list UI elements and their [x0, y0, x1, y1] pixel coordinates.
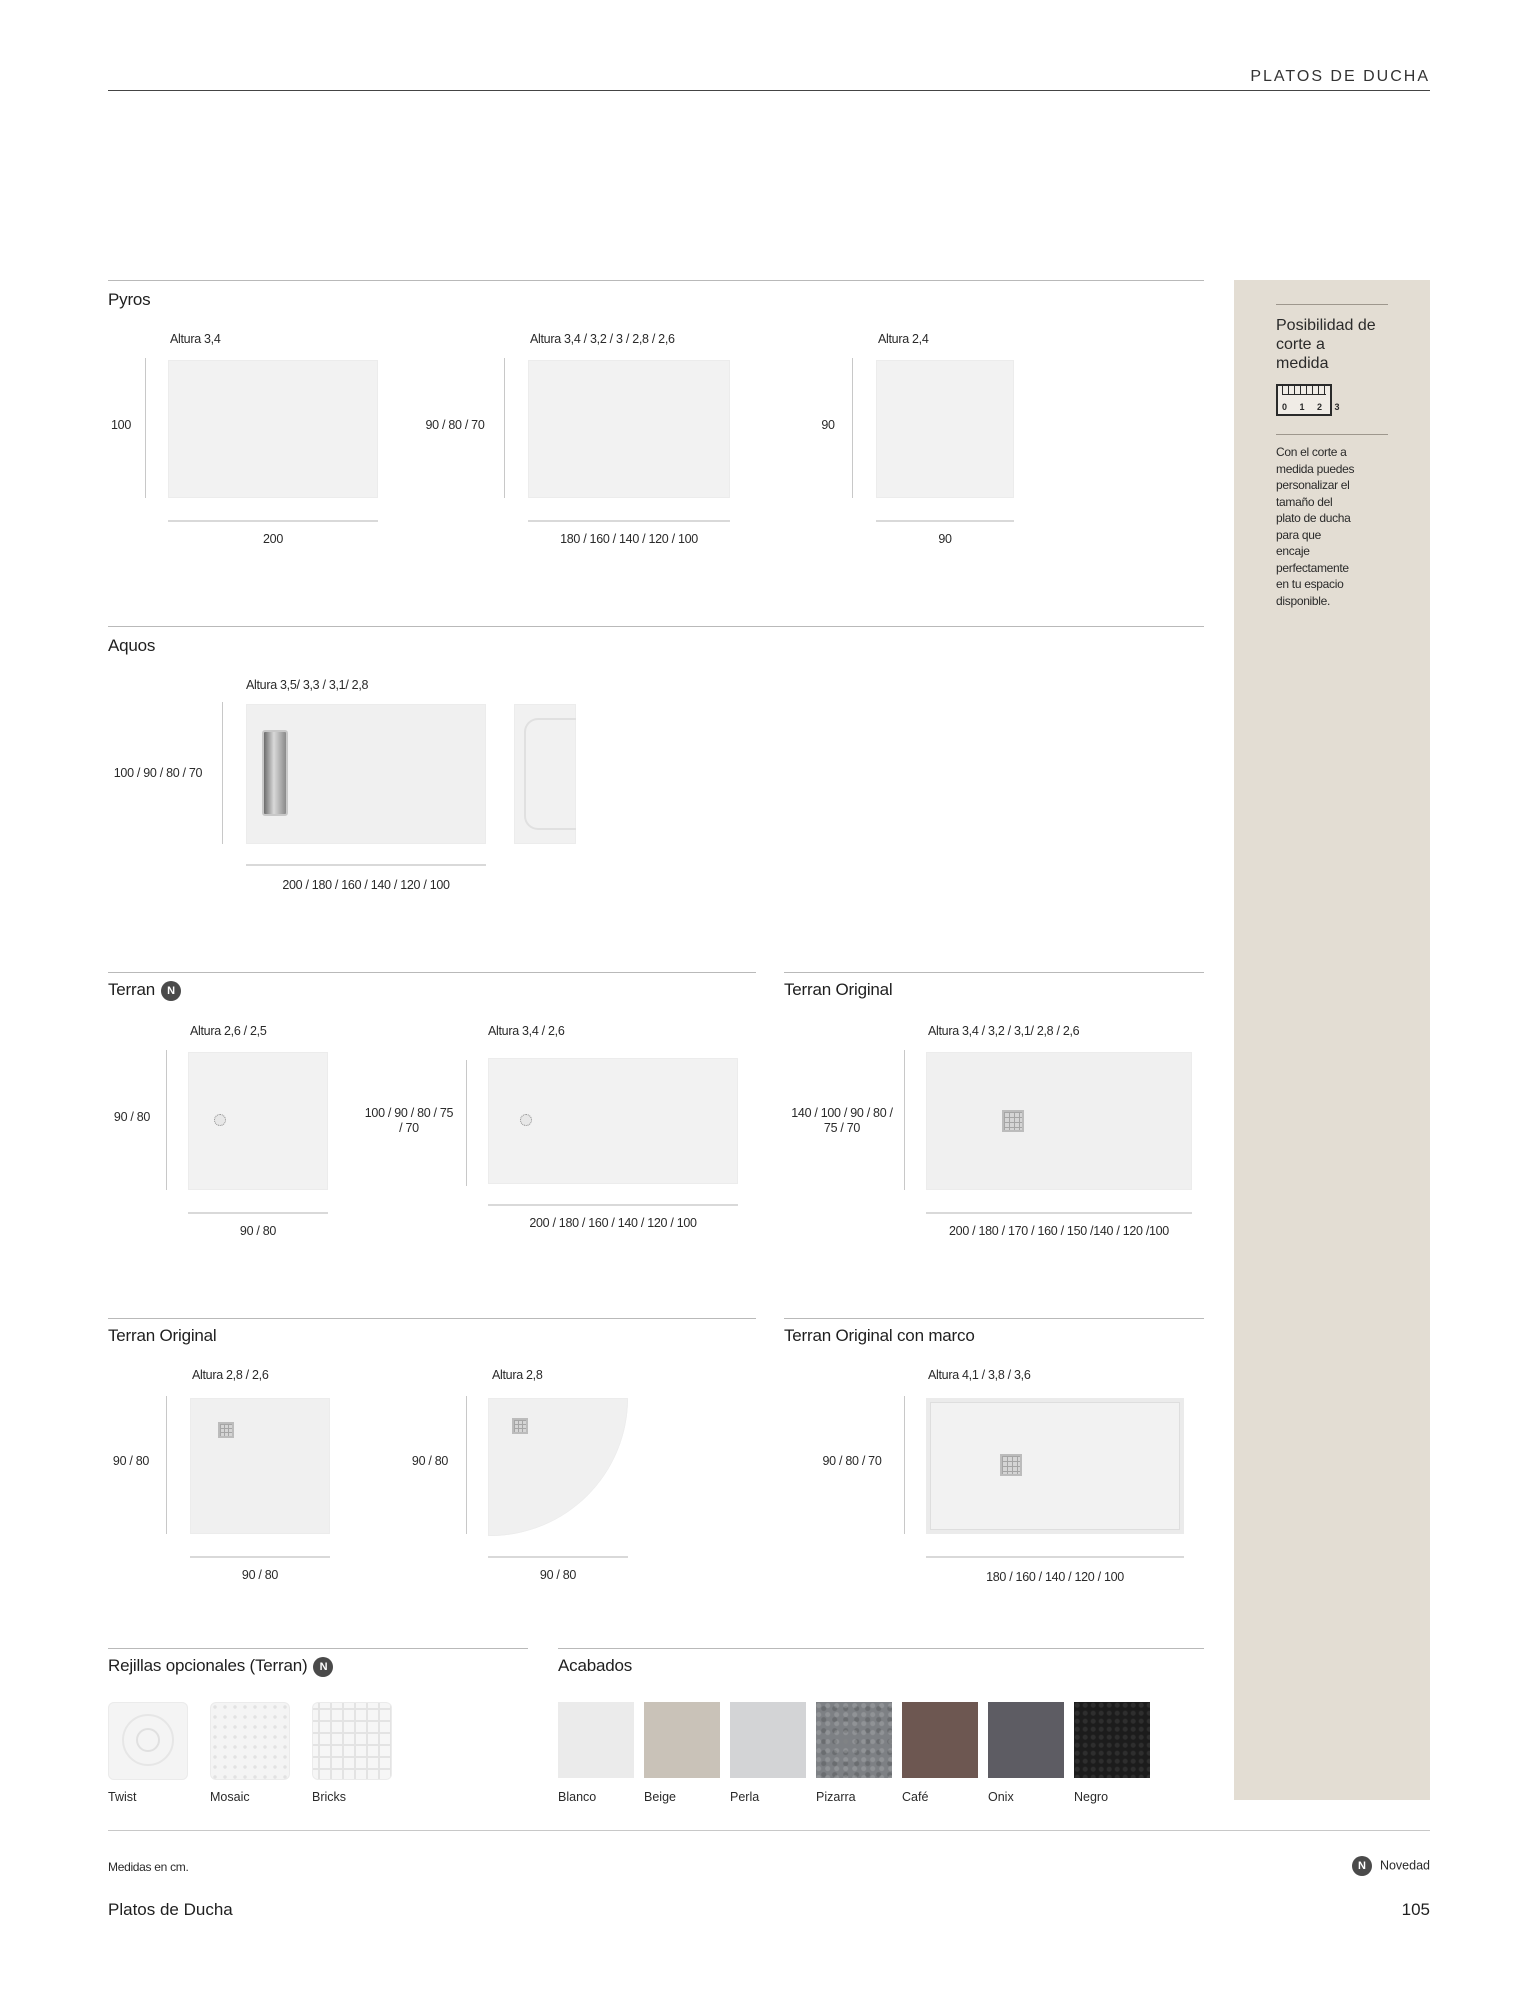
- aquos-1-bottom: 200 / 180 / 160 / 140 / 120 / 100: [282, 878, 450, 892]
- pyros-2-vline: [504, 358, 505, 498]
- aquos-drain-channel: [262, 730, 288, 816]
- terran-1-tray: [188, 1052, 328, 1190]
- terran-original-top-tray: [926, 1052, 1192, 1190]
- ruler-icon: [1276, 384, 1345, 416]
- aquos-title: Aquos: [108, 636, 156, 655]
- acabados-rule: [558, 1648, 1204, 1649]
- terran-2-side: 100 / 90 / 80 / 75 / 70: [364, 1106, 454, 1135]
- aquos-rule: [108, 626, 1204, 627]
- terran-original-marco-height: Altura 4,1 / 3,8 / 3,6: [928, 1368, 1031, 1382]
- finish-label: Beige: [644, 1790, 676, 1804]
- terran-original-marco-vline: [904, 1396, 905, 1534]
- terran-original-bottom-rule: [108, 1318, 756, 1319]
- terran-original-bottom-2-tray: [488, 1398, 628, 1536]
- terran-original-top-vline: [904, 1050, 905, 1190]
- terran-original-marco-tray: [926, 1398, 1184, 1534]
- sidebar-rule-top: [1276, 304, 1388, 305]
- terran-2-height: Altura 3,4 / 2,6: [488, 1024, 565, 1038]
- pyros-title: Pyros: [108, 290, 151, 309]
- terran-rule: [108, 972, 756, 973]
- aquos-1-hline: [246, 864, 486, 866]
- terran-2-hline: [488, 1204, 738, 1206]
- aquos-1-side: 100 / 90 / 80 / 70: [113, 766, 203, 780]
- pyros-1-vline: [145, 358, 146, 498]
- terran-original-top-hline: [926, 1212, 1192, 1214]
- aquos-profile: [514, 704, 576, 844]
- footer-rule: [108, 1830, 1430, 1831]
- finish-swatch-onix: [988, 1702, 1064, 1778]
- terran-1-height: Altura 2,6 / 2,5: [190, 1024, 267, 1038]
- sidebar-title: Posibilidad de corte a medida: [1276, 317, 1376, 372]
- finish-label: Pizarra: [816, 1790, 856, 1804]
- terran-1-hline: [188, 1212, 328, 1214]
- pyros-3-side: 90: [821, 418, 835, 432]
- pyros-3-hline: [876, 520, 1014, 522]
- grille-mosaic-label: Mosaic: [210, 1790, 250, 1804]
- terran-original-marco-grate: [1000, 1454, 1022, 1476]
- terran-original-top-bottom: 200 / 180 / 170 / 160 / 150 /140 / 120 /100: [949, 1224, 1169, 1238]
- terran-original-marco-title: Terran Original con marco: [784, 1326, 975, 1345]
- finish-label: Blanco: [558, 1790, 597, 1804]
- rejillas-novedad-badge: N: [313, 1657, 333, 1677]
- aquos-1-vline: [222, 702, 223, 844]
- rejillas-title: Rejillas opcionales (Terran): [108, 1656, 308, 1675]
- rejillas-title-wrap: [108, 1656, 333, 1677]
- pyros-1-bottom: 200: [263, 532, 283, 546]
- terran-original-bottom-1-bottom: 90 / 80: [241, 1568, 279, 1582]
- terran-original-top-height: Altura 3,4 / 3,2 / 3,1/ 2,8 / 2,6: [928, 1024, 1080, 1038]
- footer-title: Platos de Ducha: [108, 1900, 233, 1919]
- terran-original-top-side: 140 / 100 / 90 / 80 / 75 / 70: [791, 1106, 893, 1135]
- page-number: 105: [1401, 1900, 1430, 1919]
- terran-original-bottom-1-side: 90 / 80: [112, 1454, 150, 1468]
- terran-original-top-title: Terran Original: [784, 980, 893, 999]
- terran-novedad-badge: N: [161, 981, 181, 1001]
- terran-original-bottom-1-tray: [190, 1398, 330, 1534]
- terran-original-bottom-1-hline: [190, 1556, 330, 1558]
- terran-original-marco-bottom: 180 / 160 / 140 / 120 / 100: [986, 1570, 1124, 1584]
- finish-label: Café: [902, 1790, 929, 1804]
- finish-label: Perla: [730, 1790, 760, 1804]
- finish-swatch-pizarra: [816, 1702, 892, 1778]
- terran-original-bottom-1-height: Altura 2,8 / 2,6: [192, 1368, 269, 1382]
- grille-bricks: [312, 1702, 392, 1780]
- pyros-2-height: Altura 3,4 / 3,2 / 3 / 2,8 / 2,6: [530, 332, 675, 346]
- terran-2-tray: [488, 1058, 738, 1184]
- terran-original-bottom-1-vline: [166, 1396, 167, 1534]
- finish-swatch-caf: [902, 1702, 978, 1778]
- terran-original-bottom-title: Terran Original: [108, 1326, 217, 1345]
- terran-2-bottom: 200 / 180 / 160 / 140 / 120 / 100: [529, 1216, 697, 1230]
- pyros-1-side: 100: [111, 418, 131, 432]
- terran-original-bottom-1-grate: [218, 1422, 234, 1438]
- terran-original-top-rule: [784, 972, 1204, 973]
- terran-original-bottom-2-side: 90 / 80: [411, 1454, 449, 1468]
- footer-novedad-badge: N: [1352, 1856, 1372, 1876]
- terran-original-bottom-2-bottom: 90 / 80: [539, 1568, 577, 1582]
- terran-1-vline: [166, 1050, 167, 1190]
- pyros-1-height: Altura 3,4: [170, 332, 221, 346]
- terran-original-bottom-2-vline: [466, 1396, 467, 1534]
- terran-1-bottom: 90 / 80: [239, 1224, 277, 1238]
- pyros-3-bottom: 90: [938, 532, 952, 546]
- pyros-3-vline: [852, 358, 853, 498]
- grille-mosaic: [210, 1702, 290, 1780]
- rejillas-rule: [108, 1648, 528, 1649]
- terran-title: Terran: [108, 980, 155, 999]
- pyros-3-tray: [876, 360, 1014, 498]
- footer-legend: [1352, 1856, 1430, 1876]
- terran-1-side: 90 / 80: [113, 1110, 151, 1124]
- finish-label: Onix: [988, 1790, 1014, 1804]
- pyros-rule: [108, 280, 1204, 281]
- terran-2-vline: [466, 1060, 467, 1186]
- finish-swatch-perla: [730, 1702, 806, 1778]
- grille-twist: [108, 1702, 188, 1780]
- pyros-1-hline: [168, 520, 378, 522]
- terran-original-top-grate: [1002, 1110, 1024, 1132]
- grille-twist-label: Twist: [108, 1790, 137, 1804]
- terran-original-bottom-2-height: Altura 2,8: [492, 1368, 543, 1382]
- aquos-1-height: Altura 3,5/ 3,3 / 3,1/ 2,8: [246, 678, 369, 692]
- finish-swatch-beige: [644, 1702, 720, 1778]
- ruler-digits: 0 1 2 3: [1282, 402, 1345, 412]
- pyros-3-height: Altura 2,4: [878, 332, 929, 346]
- terran-original-marco-rule: [784, 1318, 1204, 1319]
- header-section-label: PLATOS DE DUCHA: [1250, 68, 1430, 85]
- sidebar-panel: [1234, 280, 1430, 1800]
- aquos-1-tray: [246, 704, 486, 844]
- terran-original-marco-hline: [926, 1556, 1184, 1558]
- pyros-2-side: 90 / 80 / 70: [425, 418, 485, 432]
- acabados-title: Acabados: [558, 1656, 633, 1675]
- sidebar-description: Con el corte a medida puedes personalizar el tamaño del plato de ducha para que encaje perfectamente en tu espacio disponible.: [1276, 445, 1355, 608]
- terran-original-bottom-2-hline: [488, 1556, 628, 1558]
- finish-swatch-blanco: [558, 1702, 634, 1778]
- sidebar-rule-mid: [1276, 434, 1388, 435]
- pyros-2-tray: [528, 360, 730, 498]
- pyros-2-hline: [528, 520, 730, 522]
- terran-title-wrap: [108, 980, 181, 1001]
- header-rule: [108, 90, 1430, 91]
- finish-swatch-negro: [1074, 1702, 1150, 1778]
- terran-2-drain: [520, 1114, 532, 1126]
- finish-label: Negro: [1074, 1790, 1109, 1804]
- terran-original-marco-side: 90 / 80 / 70: [822, 1454, 882, 1468]
- terran-original-bottom-2-grate: [512, 1418, 528, 1434]
- pyros-2-bottom: 180 / 160 / 140 / 120 / 100: [560, 532, 698, 546]
- terran-1-drain: [214, 1114, 226, 1126]
- footer-novedad-label: Novedad: [1379, 1858, 1430, 1873]
- footer-note: Medidas en cm.: [108, 1860, 189, 1874]
- grille-bricks-label: Bricks: [312, 1790, 347, 1804]
- pyros-1-tray: [168, 360, 378, 498]
